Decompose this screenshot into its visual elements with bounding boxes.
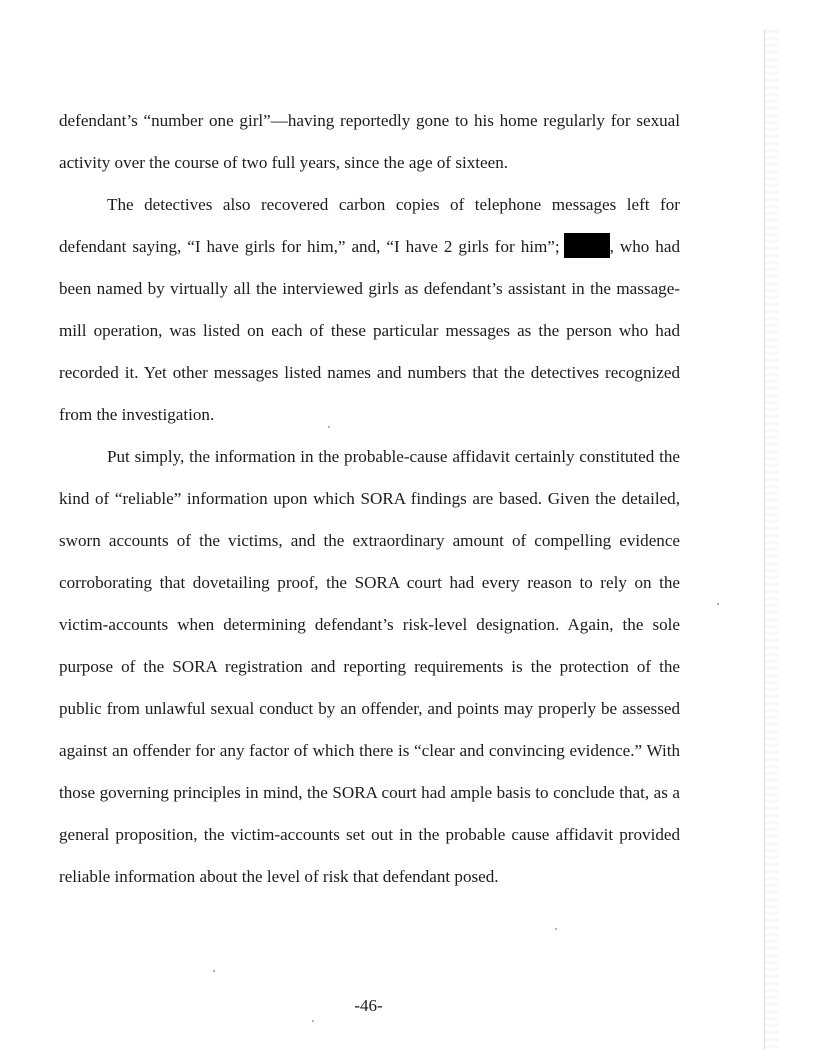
scan-speck bbox=[312, 1020, 314, 1022]
paragraph-2-text-after: , who had been named by virtually all the interviewed girls as defendant’s assistant in the massage-mill operation, was listed on each of these particular messages as the person who had recorded it. Yet other messages listed names and numbers that the detectives recognized from the investigation. bbox=[59, 237, 680, 424]
paragraph-telephone-messages bbox=[59, 184, 680, 436]
paragraph-1-text: defendant’s “number one girl”—having reportedly gone to his home regularly for sexual activity over the course of two full years, since the age of sixteen. bbox=[59, 111, 680, 172]
paragraph-2-text-before: The detectives also recovered carbon copies of telephone messages left for defendant saying, “I have girls for him,” and, “I have 2 girls for him”; bbox=[59, 195, 680, 256]
paragraph-probable-cause bbox=[59, 436, 680, 898]
paragraph-3-text: Put simply, the information in the probable-cause affidavit certainly constituted the kind of “reliable” information upon which SORA findings are based. Given the detailed, sworn accounts of the victims, and the extraordinary amount of compelling evidence corroborating that dovetailing proof, the SORA court had every reason to rely on the victim-accounts when determining defendant’s risk-level designation. Again, the sole purpose of the SORA registration and reporting requirements is the protection of the public from unlawful sexual conduct by an offender, and points may properly be assessed against an offender for any factor of which there is “clear and convincing evidence.” With those governing principles in mind, the SORA court had ample basis to conclude that, as a general proposition, the victim-accounts set out in the probable cause affidavit provided reliable information about the level of risk that defendant posed. bbox=[59, 447, 680, 886]
scan-edge-artifact bbox=[764, 30, 779, 1050]
body-text bbox=[59, 100, 680, 898]
paragraph-continuation bbox=[59, 100, 680, 184]
scan-speck bbox=[213, 970, 215, 972]
scan-speck bbox=[717, 603, 719, 605]
scan-speck bbox=[328, 426, 330, 428]
redaction-box bbox=[564, 233, 610, 258]
scan-speck bbox=[555, 928, 557, 930]
page-number: -46- bbox=[354, 996, 383, 1015]
